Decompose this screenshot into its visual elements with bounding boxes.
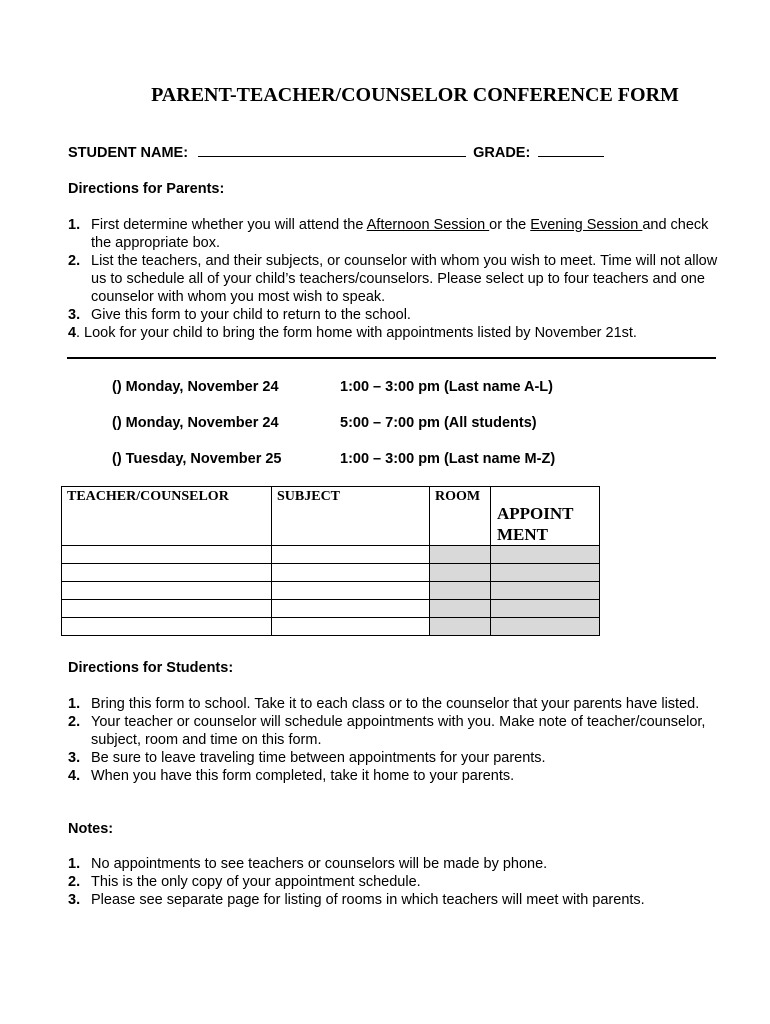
grade-label: GRADE: <box>473 145 531 161</box>
parents-directions <box>68 216 718 342</box>
teacher-cell[interactable] <box>62 600 272 618</box>
list-item: 4 . Look for your child to bring the form home with appointments listed by November 21st. <box>68 325 637 341</box>
appointment-cell <box>491 564 600 582</box>
subject-header: SUBJECT <box>272 487 430 546</box>
table-row <box>62 546 600 564</box>
list-item: 2. Your teacher or counselor will schedule appointments with you. Make note of teacher/counselor, subject, room and time on this form. <box>68 714 706 748</box>
session-day: () Monday, November 24 <box>112 415 279 431</box>
teacher-cell[interactable] <box>62 618 272 636</box>
session-time: 1:00 – 3:00 pm (Last name M-Z) <box>340 451 556 467</box>
evening-session-link: Evening Session <box>530 217 643 233</box>
list-item: 1. Bring this form to school. Take it to each class or to the counselor that your parents have listed. <box>68 696 700 712</box>
grade-field[interactable] <box>538 144 604 157</box>
list-item: 2. This is the only copy of your appointment schedule. <box>68 874 421 890</box>
student-name-row <box>68 144 604 162</box>
notes-list <box>68 855 718 909</box>
appointment-cell <box>491 618 600 636</box>
students-directions <box>68 695 708 785</box>
session-time: 1:00 – 3:00 pm (Last name A-L) <box>340 379 553 395</box>
table-row <box>62 600 600 618</box>
student-name-label: STUDENT NAME: <box>68 145 189 161</box>
room-cell <box>430 582 491 600</box>
notes-heading: Notes: <box>68 821 114 837</box>
appointment-cell <box>491 546 600 564</box>
session-day: () Tuesday, November 25 <box>112 451 282 467</box>
teacher-cell[interactable] <box>62 546 272 564</box>
subject-cell[interactable] <box>272 600 430 618</box>
list-item: 3. Give this form to your child to return to the school. <box>68 307 411 323</box>
teacher-header: TEACHER/COUNSELOR <box>62 487 272 546</box>
table-row <box>62 564 600 582</box>
list-item: 3. Please see separate page for listing of rooms in which teachers will meet with parents. <box>68 892 645 908</box>
session-option-3[interactable] <box>112 451 556 467</box>
afternoon-session-link: Afternoon Session <box>366 217 490 233</box>
session-day: () Monday, November 24 <box>112 379 279 395</box>
appointment-table <box>61 486 600 636</box>
room-header: ROOM <box>430 487 491 546</box>
divider <box>67 357 716 359</box>
page-title: PARENT-TEACHER/COUNSELOR CONFERENCE FORM <box>151 84 679 106</box>
parents-heading: Directions for Parents: <box>68 181 225 197</box>
subject-cell[interactable] <box>272 546 430 564</box>
list-item: 1. First determine whether you will attend the Afternoon Session or the Evening Session and check the appropriate box. <box>68 217 709 251</box>
table-row <box>62 618 600 636</box>
student-name-field[interactable] <box>198 144 466 157</box>
session-time: 5:00 – 7:00 pm (All students) <box>340 415 537 431</box>
teacher-cell[interactable] <box>62 564 272 582</box>
session-option-1[interactable] <box>112 379 553 395</box>
room-cell <box>430 546 491 564</box>
table-row <box>62 582 600 600</box>
subject-cell[interactable] <box>272 618 430 636</box>
room-cell <box>430 618 491 636</box>
students-heading: Directions for Students: <box>68 660 234 676</box>
subject-cell[interactable] <box>272 564 430 582</box>
room-cell <box>430 600 491 618</box>
appointment-cell <box>491 600 600 618</box>
list-item: 2. List the teachers, and their subjects, or counselor with whom you wish to meet. Time will not allow us to schedule all of your child’s teachers/counselors. Please select up to four teachers and one counselor with whom you most wish to speak. <box>68 253 718 305</box>
table-header-row <box>62 487 600 546</box>
list-item: 1. No appointments to see teachers or counselors will be made by phone. <box>68 856 548 872</box>
appointment-header: APPOINT MENT <box>491 487 600 546</box>
list-item: 4. When you have this form completed, take it home to your parents. <box>68 768 515 784</box>
subject-cell[interactable] <box>272 582 430 600</box>
appointment-cell <box>491 582 600 600</box>
list-item: 3. Be sure to leave traveling time between appointments for your parents. <box>68 750 546 766</box>
teacher-cell[interactable] <box>62 582 272 600</box>
room-cell <box>430 564 491 582</box>
session-option-2[interactable] <box>112 415 537 431</box>
